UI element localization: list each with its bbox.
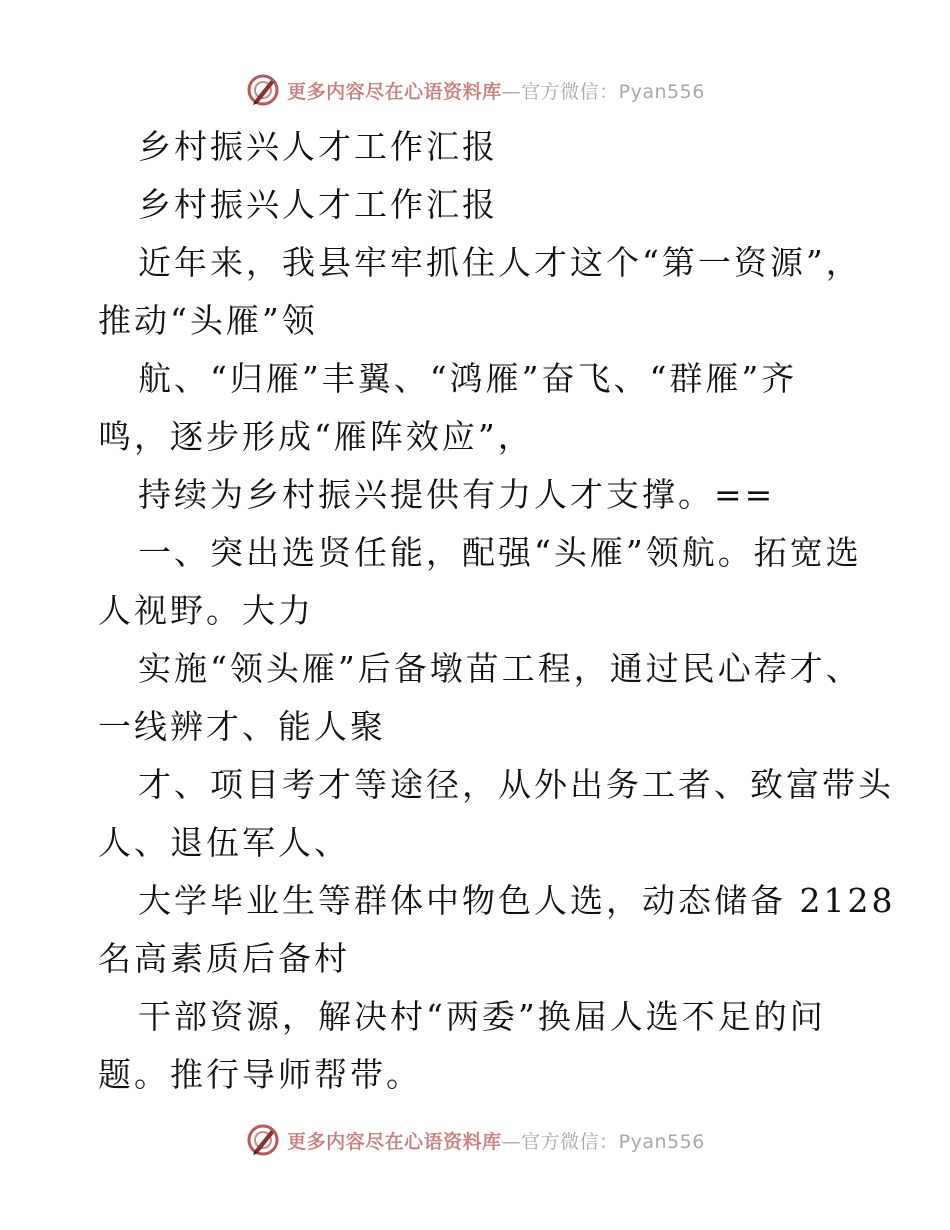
document-body	[98, 118, 896, 1104]
text-line: 一线辨才、能人聚	[98, 707, 386, 746]
header-watermark	[0, 70, 950, 110]
watermark-group	[245, 72, 705, 108]
text-line: 推动“头雁”领	[98, 301, 318, 340]
pen-circle-logo-icon	[245, 1122, 281, 1158]
watermark-text	[287, 77, 705, 104]
text-line: 乡村振兴人才工作汇报	[138, 127, 498, 166]
watermark-contact: 官方微信：Pyan556	[521, 1130, 705, 1153]
pen-circle-logo-icon	[245, 72, 281, 108]
watermark-separator: —	[501, 80, 522, 103]
text-line: 人视野。大力	[98, 591, 314, 630]
watermark-brand: 更多内容尽在心语资料库	[287, 1130, 502, 1153]
watermark-brand: 更多内容尽在心语资料库	[287, 80, 502, 103]
watermark-text	[287, 1127, 705, 1154]
watermark-contact: 官方微信：Pyan556	[521, 80, 705, 103]
text-line: 题。推行导师帮带。	[98, 1055, 422, 1094]
text-line: 近年来，我县牢牢抓住人才这个“第一资源”，	[138, 243, 862, 282]
text-line: 干部资源，解决村“两委”换届人选不足的问	[138, 997, 826, 1036]
text-line: 人、退伍军人、	[98, 823, 350, 862]
watermark-group	[245, 1122, 705, 1158]
text-line: 名高素质后备村	[98, 939, 350, 978]
text-line: 才、项目考才等途径，从外出务工者、致富带头	[138, 765, 894, 804]
footer-watermark	[0, 1120, 950, 1160]
text-line: 乡村振兴人才工作汇报	[138, 185, 498, 224]
text-line: 持续为乡村振兴提供有力人才支撑。==	[138, 475, 776, 514]
text-line: 航、“归雁”丰翼、“鸿雁”奋飞、“群雁”齐	[138, 359, 798, 398]
text-line: 实施“领头雁”后备墩苗工程，通过民心荐才、	[138, 649, 862, 688]
text-line: 大学毕业生等群体中物色人选，动态储备 2128	[138, 881, 896, 920]
watermark-separator: —	[501, 1130, 522, 1153]
text-line: 一、突出选贤任能，配强“头雁”领航。拓宽选	[138, 533, 862, 572]
text-line: 鸣，逐步形成“雁阵效应”，	[98, 417, 534, 456]
